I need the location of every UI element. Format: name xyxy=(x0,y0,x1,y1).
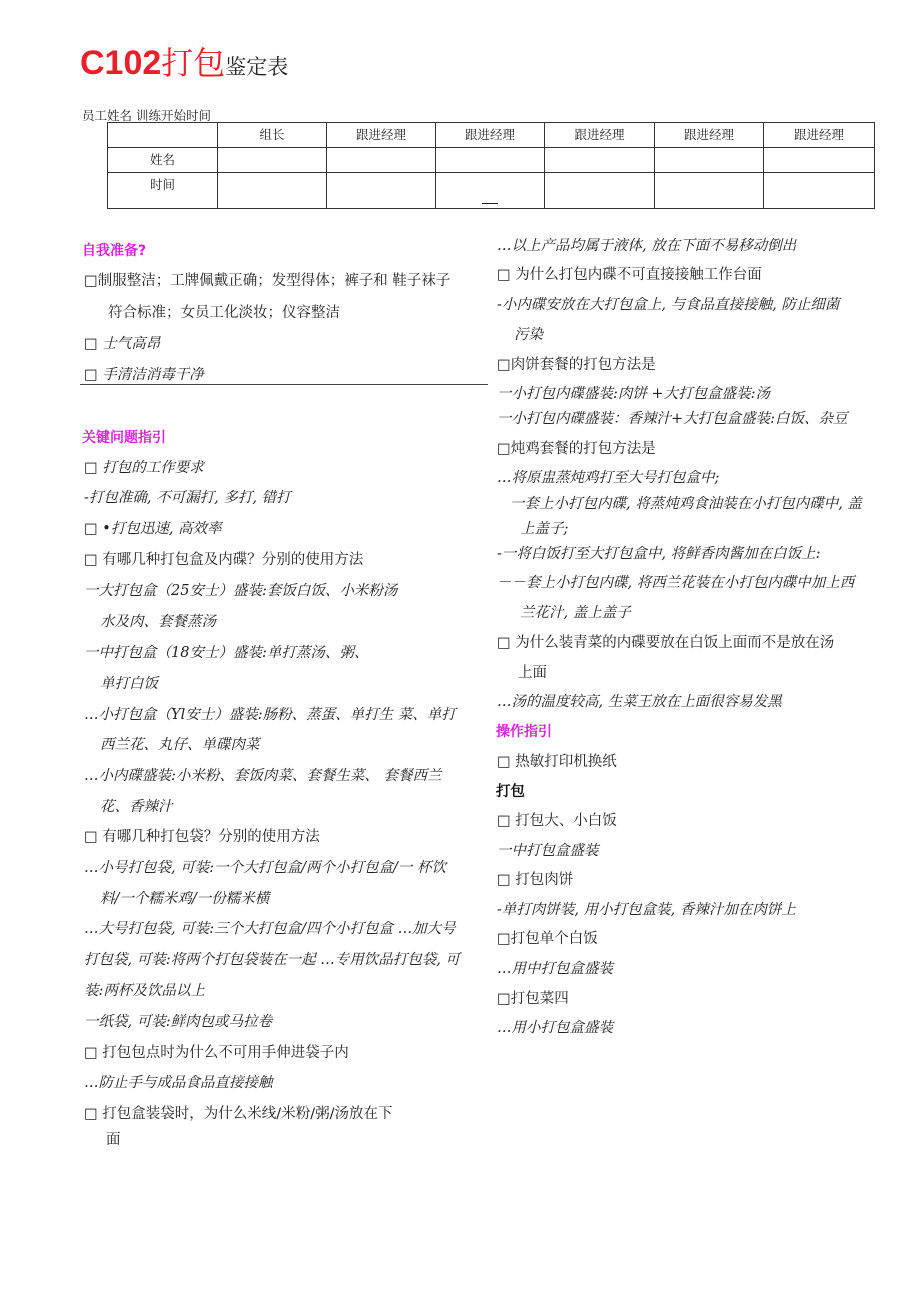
table-header-row xyxy=(108,123,875,148)
ops-heading: 操作指引 xyxy=(496,724,552,740)
pack-heading: 打包 xyxy=(496,784,525,800)
list-item: 一小打包内碟盛装：香辣汁+大打包盒盛装:白饭、杂豆 xyxy=(497,411,848,427)
list-item: □ 有哪几种打包袋？分别的使用方法 xyxy=(84,829,320,845)
list-item: □ 士气高昂 xyxy=(84,336,161,352)
list-item: 上面 xyxy=(518,665,547,681)
list-item: 一纸袋, 可装:鲜肉包或马拉卷 xyxy=(84,1014,273,1030)
time-cell[interactable] xyxy=(436,173,545,209)
employee-line: 员工姓名 训练开始时间 xyxy=(82,108,211,123)
list-item: －－套上小打包内碟, 将西兰花装在小打包内碟中加上西 xyxy=(497,575,855,591)
title-code: C102 xyxy=(80,44,162,82)
name-cell[interactable] xyxy=(327,148,436,173)
table-header-cell: 组长 xyxy=(218,123,327,148)
table-header-cell: 跟进经理 xyxy=(545,123,655,148)
list-item: -单打肉饼装, 用小打包盒装, 香辣汁加在肉饼上 xyxy=(497,902,796,918)
row-label-name: 姓名 xyxy=(108,148,218,173)
list-item: □打包菜四 xyxy=(497,991,569,1007)
table-header-cell: 跟进经理 xyxy=(436,123,545,148)
time-cell[interactable] xyxy=(655,173,764,209)
list-item: …小打包盒（Yl安士）盛装:肠粉、蒸蛋、单打生 菜、单打 xyxy=(84,707,456,723)
list-item: □ 打包肉饼 xyxy=(497,872,574,888)
list-item: □ 打包包点时为什么不可用手伸进袋子内 xyxy=(84,1045,349,1061)
list-item: □ 为什么装青菜的内碟要放在白饭上面而不是放在汤 xyxy=(497,635,835,651)
list-item: □ 打包盒装袋时，为什么米线/米粉/粥/汤放在下 xyxy=(84,1106,393,1122)
list-item: …将原盅蒸炖鸡打至大号打包盒中; xyxy=(497,470,720,486)
time-cell[interactable] xyxy=(545,173,655,209)
time-cell[interactable] xyxy=(327,173,436,209)
table-header-cell: 跟进经理 xyxy=(327,123,436,148)
list-item: …以上产品均属于液体, 放在下面不易移动倒出 xyxy=(497,238,797,254)
list-item: □ 有哪几种打包盒及内碟？分别的使用方法 xyxy=(84,552,364,568)
list-item: □ 打包的工作要求 xyxy=(84,460,204,476)
list-item: -小内碟安放在大打包盒上, 与食品直接接触, 防止细菌 xyxy=(497,297,840,313)
title-sub: 鉴定表 xyxy=(225,55,289,79)
list-item: 一中打包盒盛装 xyxy=(497,843,599,859)
list-item: 兰花汁, 盖上盖子 xyxy=(520,605,631,621)
list-item: -一将白饭打至大打包盒中, 将鲜香肉酱加在白饭上: xyxy=(497,546,821,562)
name-cell[interactable] xyxy=(545,148,655,173)
list-item: …用中打包盒盛装 xyxy=(497,961,613,977)
list-item: 打包袋, 可装:将两个打包袋装在一起 …专用饮品打包袋, 可 xyxy=(84,952,460,968)
list-item: 一套上小打包内碟, 将蒸炖鸡食油装在小打包内碟中, 盖 xyxy=(510,496,862,512)
table-header-cell: 跟进经理 xyxy=(655,123,764,148)
list-item: 水及肉、套餐蒸汤 xyxy=(100,614,216,630)
list-item: 装:两杯及饮品以上 xyxy=(84,983,205,999)
list-item: □ 热敏打印机换纸 xyxy=(497,754,617,770)
list-item: …小内碟盛装:小米粉、套饭肉菜、套餐生菜、 套餐西兰 xyxy=(84,768,442,784)
signoff-table xyxy=(107,122,875,209)
list-item: …小号打包袋, 可装:一个大打包盒/两个小打包盒/一 杯饮 xyxy=(84,860,446,876)
key-heading: 关键问题指引 xyxy=(82,430,166,446)
time-cell[interactable] xyxy=(218,173,327,209)
list-item: □ 手清洁消毒干净 xyxy=(84,367,204,383)
list-item: □ 为什么打包内碟不可直接接触工作台面 xyxy=(497,267,762,283)
table-row-name xyxy=(108,148,875,173)
table-header-cell: 跟进经理 xyxy=(764,123,875,148)
name-cell[interactable] xyxy=(764,148,875,173)
list-item: □ 打包大、小白饭 xyxy=(497,813,617,829)
list-item: 面 xyxy=(106,1132,121,1148)
table-header-cell xyxy=(108,123,218,148)
list-item: □ •打包迅速, 高效率 xyxy=(84,521,222,537)
list-item: -打包准确, 不可漏打, 多打, 错打 xyxy=(84,490,291,506)
list-item: □肉饼套餐的打包方法是 xyxy=(497,357,656,373)
list-item: 上盖子; xyxy=(520,521,569,537)
list-item: 一中打包盒（18安士）盛装:单打蒸汤、粥、 xyxy=(84,645,369,661)
section-divider xyxy=(80,384,488,385)
dash-mark xyxy=(482,203,498,204)
list-item: □打包单个白饭 xyxy=(497,931,598,947)
list-item: 料/一个糯米鸡/一份糯米横 xyxy=(100,891,270,907)
list-item: 花、香辣汁 xyxy=(100,799,173,815)
list-item: …汤的温度较高, 生菜王放在上面很容易发黑 xyxy=(497,694,782,710)
list-item: 单打白饭 xyxy=(100,676,158,692)
list-item: □炖鸡套餐的打包方法是 xyxy=(497,441,656,457)
name-cell[interactable] xyxy=(436,148,545,173)
list-item: …大号打包袋, 可装:三个大打包盒/四个小打包盒 …加大号 xyxy=(84,921,456,937)
page-title xyxy=(80,38,288,84)
table-row-time xyxy=(108,173,875,209)
time-cell[interactable] xyxy=(764,173,875,209)
row-label-time: 时间 xyxy=(108,173,218,209)
list-item: 污染 xyxy=(514,327,543,343)
list-item: 一小打包内碟盛装:肉饼 +大打包盒盛装:汤 xyxy=(497,386,771,402)
list-item: 一大打包盒（25安士）盛装:套饭白饭、小米粉汤 xyxy=(84,583,398,599)
self-prep-heading: 自我准备? xyxy=(82,243,147,259)
list-item: 符合标准；女员工化淡妆；仪容整洁 xyxy=(108,305,340,321)
list-item: □制服整洁；工牌佩戴正确；发型得体；裤子和 鞋子袜子 xyxy=(84,273,451,289)
list-item: 西兰花、丸仔、单碟肉菜 xyxy=(100,737,260,753)
name-cell[interactable] xyxy=(218,148,327,173)
title-main: 打包 xyxy=(161,44,226,82)
list-item: …用小打包盒盛装 xyxy=(497,1020,613,1036)
name-cell[interactable] xyxy=(655,148,764,173)
list-item: …防止手与成品食品直接接触 xyxy=(84,1075,273,1091)
